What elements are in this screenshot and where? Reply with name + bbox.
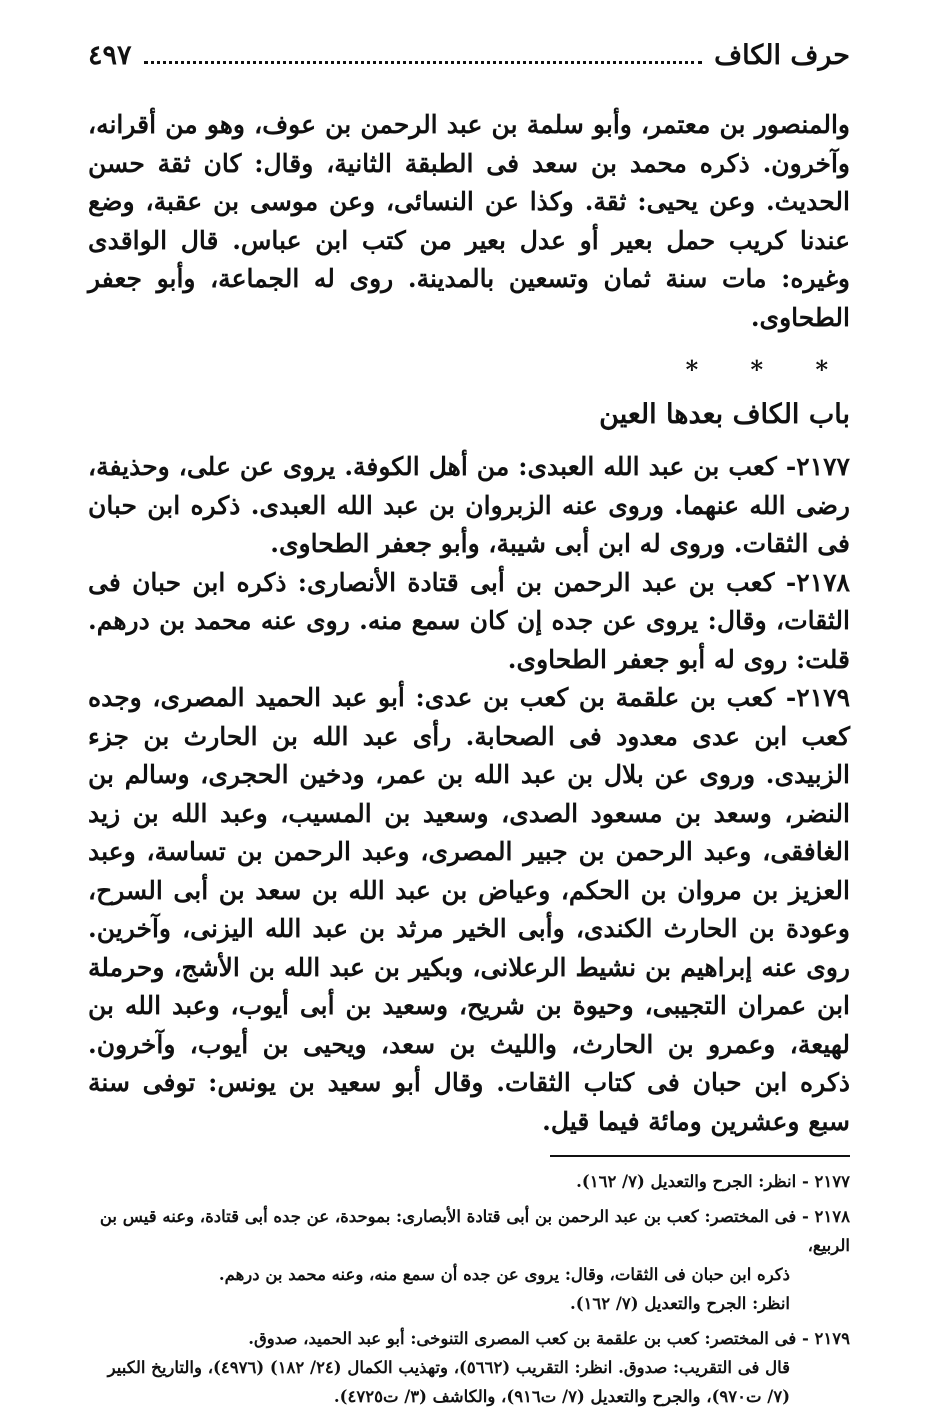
leader-dots: [144, 61, 703, 64]
entry-2177: [88, 448, 850, 564]
footnote-2179: ٢١٧٩ - فى المختصر: كعب بن علقمة بن كعب المصرى التنوخى: أبو عبد الحميد، صدوق.: [248, 1329, 850, 1348]
footnote-divider: [550, 1155, 850, 1157]
running-head: [88, 40, 850, 88]
entry-text: كعب بن عبد الله العبدى: من أهل الكوفة. يروى عن على، وحذيفة، رضى الله عنهما. وروى عنه الزبروان بن عبد الله العبدى. ذكره ابن حبان فى الثقات. وروى له ابن أبى شيبة، وأبو جعفر الطحاوى.: [88, 452, 850, 558]
footnote-2178: ٢١٧٨ - فى المختصر: كعب بن عبد الرحمن بن أبى قتادة الأبصارى: بموحدة، عن جده أبى قتادة، وعنه قيس بن الربيع،: [99, 1207, 850, 1255]
chapter-title: باب الكاف بعدها العين: [599, 398, 850, 430]
entry-text: كعب بن علقمة بن كعب بن عدى: أبو عبد الحميد المصرى، وجده كعب ابن عدى معدود فى الصحابة. رأى عبد الله بن الحارث بن جزء الزبيدى. وروى عن بلال بن عبد الله بن عمر، ودخين الحجرى، وسالم بن النضر، وسعد بن مسعود الصدى، وسعيد بن المسيب، وعبد الله بن زيد الغافقى، وعبد الرحمن بن جبير المصرى، وعبد الرحمن بن تساسة، وعبد العزيز بن مروان بن الحكم، وعياض بن عبد الله بن سعد بن أبى السرح، وعودة بن الحارث الكندى، وأبى الخير مرثد بن عبد الله اليزنى، وآخرين. روى عنه إبراهيم بن نشيط الرعلانى، وبكير بن عبد الله بن الأشج، وحرملة ابن عمران التجيبى، وحيوة بن شريح، وسعيد بن أبى أيوب، وعبد الله بن لهيعة، وعمرو بن الحارث، والليث بن سعد، ويحيى بن أيوب، وآخرون. ذكره ابن حبان فى كتاب الثقات. وقال أبو سعيد بن يونس: توفى سنة سبع وعشرين ومائة فيما قيل.: [88, 683, 850, 1136]
footnote-2178-cont: ذكره ابن حبان فى الثقات، وقال: يروى عن جده أن سمع منه، وعنه محمد بن درهم.: [218, 1265, 790, 1284]
entry-2178: [88, 564, 850, 680]
running-head-title: حرف الكاف: [714, 40, 850, 71]
entry-number: ٢١٧٩-: [785, 683, 850, 712]
body-text: [88, 106, 850, 1141]
entry-2179: [88, 679, 850, 1141]
entry-number: ٢١٧٧-: [785, 452, 850, 481]
footnote-2179-ref: قال فى التقريب: صدوق. انظر: التقريب (٥٦٦٢)، وتهذيب الكمال (٢٤/ ١٨٢) (٤٩٧٦)، والتاريخ الكبير (٧/ ت٩٧٠)، والجرح والتعديل (٧/ ت٩١٦)، والكاشف (٣/ ت٤٧٢٥).: [107, 1358, 790, 1406]
entry-number: ٢١٧٨-: [785, 567, 850, 597]
footnotes: [88, 1167, 850, 1411]
page-number: ٤٩٧: [88, 40, 132, 71]
footnote-2178-ref: انظر: الجرح والتعديل (٧/ ١٦٢).: [569, 1294, 790, 1313]
section-separator: * * *: [685, 355, 850, 384]
entry-text: كعب بن عبد الرحمن بن أبى قتادة الأنصارى: ذكره ابن حبان فى الثقات، وقال: يروى عن جده إن كان سمع منه. روى عنه محمد بن درهم. قلت: روى له أبو جعفر الطحاوى.: [88, 567, 850, 674]
intro-paragraph: والمنصور بن معتمر، وأبو سلمة بن عبد الرحمن بن عوف، وهو من أقرانه، وآخرون. ذكره محمد بن سعد فى الطبقة الثانية، وقال: كان ثقة حسن الحديث. وعن يحيى: ثقة. وكذا عن النسائى، وعن موسى بن عقبة، وضع عندنا كريب حمل بعير أو عدل بعير من كتب ابن عباس. قال الواقدى وغيره: مات سنة ثمان وتسعين بالمدينة. روى له الجماعة، وأبو جعفر الطحاوى.: [88, 110, 850, 332]
footnote-2177: ٢١٧٧ - انظر: الجرح والتعديل (٧/ ١٦٢).: [576, 1172, 850, 1191]
